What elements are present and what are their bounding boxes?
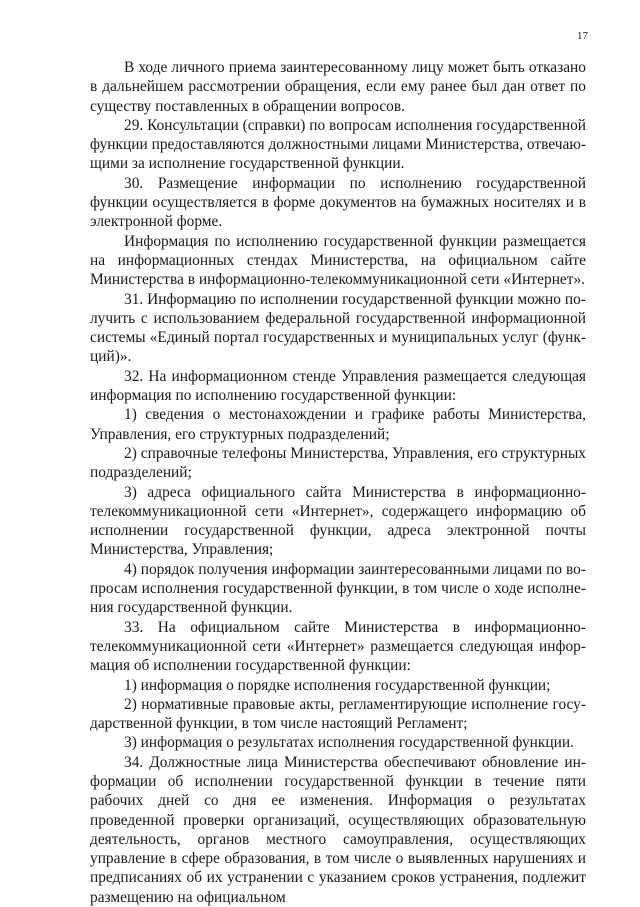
page-number: 17 (577, 30, 588, 42)
paragraph-32-item-3: 3) адреса официального сайта Министерства в информационно-телекоммуникационной сети «Интернет», содержащего информацию об исполнении государственной функции, адреса электронной почты Министерства, Управления; (90, 483, 586, 559)
paragraph-33: 33. На официальном сайте Министерства в информационно-телекоммуникационной сети «Интернет» размещается следующая информация об исполнении государственной функции: (90, 618, 586, 675)
paragraph-31: 31. Информацию по исполнении государственной функции можно получить с использованием федеральной государственной информационной системы «Единый портал государственных и муниципальных услуг (функций)». (90, 290, 586, 366)
paragraph-32-item-4: 4) порядок получения информации заинтересованными лицами по вопросам исполнения государственной функции, в том числе о ходе исполнения государственной функции. (90, 560, 586, 617)
paragraph-33-item-3: 3) информация о результатах исполнения государственной функции. (124, 734, 574, 752)
paragraph-30: 30. Размещение информации по исполнению государственной функции осуществляется в форме документов на бумажных носителях и в электронной форме. (90, 174, 586, 231)
paragraph-34: 34. Должностные лица Министерства обеспечивают обновление информации об исполнении государственной функции в течение пяти рабочих дней со дня ее изменения. Информация о результатах проведенной проверки организаций, осуществляющих образовательную деятельность, органов местного самоуправления, осуществляющих управление в сфере образования, в том числе о выявленных нарушениях и предписаниях об их устранении с указанием сроков устранения, подлежит размещению на официальном (90, 753, 586, 906)
paragraph-29: 29. Консультации (справки) по вопросам исполнения государственной функции предоставляются должностными лицами Министерства, отвечающими за исполнение государственной функции. (90, 116, 586, 173)
paragraph-32-item-2: 2) справочные телефоны Министерства, Управления, его структурных подразделений; (90, 444, 586, 482)
paragraph-30-info: Информация по исполнению государственной функции размещается на информационных стендах Министерства, на официальном сайте Министерства в информационно-телекоммуникационной сети «Интернет». (90, 232, 586, 289)
document-body (90, 58, 586, 907)
paragraph-33-item-1: 1) информация о порядке исполнения государственной функции; (124, 676, 551, 694)
paragraph-32: 32. На информационном стенде Управления размещается следующая информация по исполнению государственной функции: (90, 367, 586, 405)
paragraph-33-item-2: 2) нормативные правовые акты, регламентирующие исполнение государственной функции, в том числе настоящий Регламент; (90, 695, 586, 733)
paragraph-32-item-1: 1) сведения о местонахождении и графике работы Министерства, Управления, его структурных подразделений; (90, 406, 586, 443)
paragraph-personal-reception: В ходе личного приема заинтересованному лицу может быть отказано в дальнейшем рассмотрении обращения, если ему ранее был дан ответ по существу поставленных в обращении вопросов. (90, 59, 586, 115)
